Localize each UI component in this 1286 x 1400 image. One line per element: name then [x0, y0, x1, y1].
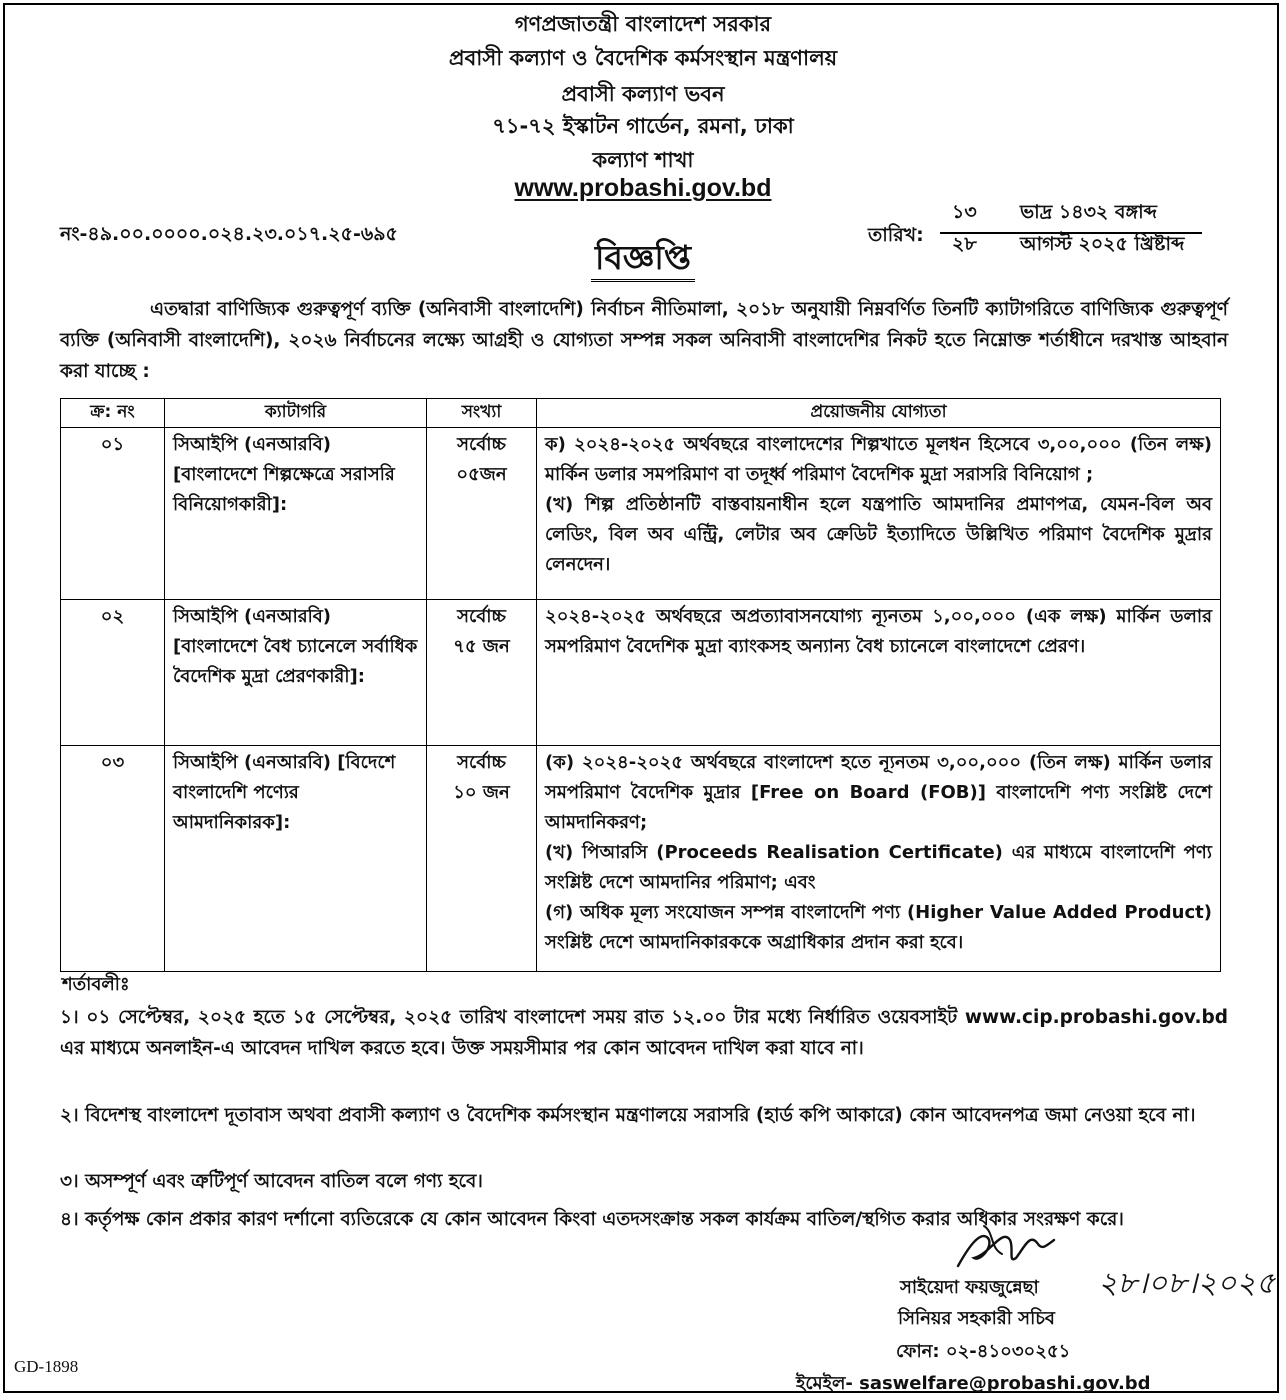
notice-title: বিজ্ঞপ্তি — [0, 232, 1286, 288]
row-qualification — [537, 746, 1221, 972]
bangla-month-year: ভাদ্র ১৪৩২ বঙ্গাব্দ — [1020, 201, 1157, 223]
row-count — [427, 746, 537, 972]
signatory-phone: ফোন: ০২-৪১০৩০২৫১ — [896, 1341, 1071, 1362]
building-name: প্রবাসী কল্যাণ ভবন — [561, 82, 725, 106]
row-count — [427, 428, 537, 600]
qualification-item: ২০২৪-২০২৫ অর্থবছরে অপ্রত্যাবাসনযোগ্য ন্যূনতম ১,০০,০০০ (এক লক্ষ) মার্কিন ডলার সমপরিমাণ বৈদেশিক মুদ্রা ব্যাংকসহ অন্যান্য বৈধ চ্যানেলে বাংলাদেশে প্রেরণ। — [545, 606, 1212, 657]
col-header-category: ক্যাটাগরি — [165, 399, 427, 428]
row-serial: ০৩ — [61, 746, 165, 972]
qualification-table — [60, 398, 1221, 972]
col-header-count: সংখ্যা — [427, 399, 537, 428]
term-item: ৩। অসম্পূর্ণ এবং ত্রুটিপূর্ণ আবেদন বাতিল বলে গণ্য হবে। — [60, 1171, 483, 1192]
table-row — [61, 746, 1221, 972]
table-row — [61, 600, 1221, 746]
table-header-row — [61, 399, 1221, 428]
count-label: সর্বোচ্চ — [457, 752, 506, 773]
count-label: সর্বোচ্চ — [457, 434, 506, 455]
terms-title: শর্তাবলীঃ — [62, 974, 130, 995]
ministry-name: প্রবাসী কল্যাণ ও বৈদেশিক কর্মসংস্থান মন্ত্রণালয় — [448, 46, 838, 70]
col-header-qualification: প্রয়োজনীয় যোগ্যতা — [537, 399, 1221, 428]
row-category: সিআইপি (এনআরবি) [বাংলাদেশে বৈধ চ্যানেলে সর্বাধিক বৈদেশিক মুদ্রা প্রেরণকারী]: — [165, 600, 427, 746]
signatory-designation: সিনিয়র সহকারী সচিব — [898, 1308, 1055, 1329]
qualification-item: (খ) পিআরসি (Proceeds Realisation Certificate) এর মাধ্যমে বাংলাদেশি পণ্য সংশ্লিষ্ট দেশে আমদানির পরিমাণ; এবং — [545, 842, 1212, 893]
signature-date: ২৮।০৮।২০২৫ — [1098, 1266, 1276, 1301]
intro-paragraph: এতদ্বারা বাণিজ্যিক গুরুত্বপূর্ণ ব্যক্তি (অনিবাসী বাংলাদেশি) নির্বাচন নীতিমালা, ২০১৮ অনুযায়ী নিম্নবর্ণিত তিনটি ক্যাটাগরিতে বাণিজ্যিক গুরুত্বপূর্ণ ব্যক্তি (অনিবাসী বাংলাদেশি), ২০২৬ নির্বাচনের লক্ষ্যে আগ্রহী ও যোগ্যতা সম্পন্ন সকল অনিবাসী বাংলাদেশির নিকট হতে নিম্নোক্ত শর্তাধীনে দরখাস্ত আহবান করা যাচ্ছে : — [60, 299, 1228, 382]
count-value: ১০ জন — [453, 782, 510, 803]
signatory-email: ইমেইল- saswelfare@probashi.gov.bd — [796, 1373, 1151, 1394]
row-serial: ০২ — [61, 600, 165, 746]
govt-name: গণপ্রজাতন্ত্রী বাংলাদেশ সরকার — [514, 12, 772, 36]
qualification-item: (গ) অধিক মূল্য সংযোজন সম্পন্ন বাংলাদেশি পণ্য (Higher Value Added Product) সংশ্লিষ্ট দেশে আমদানিকারককে অগ্রাধিকার প্রদান করা হবে। — [545, 902, 1212, 953]
row-qualification — [537, 428, 1221, 600]
count-value: ০৫জন — [456, 464, 507, 485]
row-category: সিআইপি (এনআরবি) [বিদেশে বাংলাদেশি পণ্যের আমদানিকারক]: — [165, 746, 427, 972]
memo-number: নং-৪৯.০০.০০০০.০২৪.২৩.০১৭.২৫-৬৯৫ — [60, 223, 398, 245]
bangla-day: ১৩ — [952, 201, 977, 223]
signatory-name: সাইয়েদা ফয়জুন্নেছা — [900, 1277, 1039, 1298]
branch-name: কল্যাণ শাখা — [592, 148, 694, 172]
website-link[interactable]: www.probashi.gov.bd — [514, 174, 772, 202]
date-label: তারিখ: — [868, 224, 924, 246]
term-item: ১। ০১ সেপ্টেম্বর, ২০২৫ হতে ১৫ সেপ্টেম্বর, ২০২৫ তারিখ বাংলাদেশ সময় রাত ১২.০০ টার মধ্যে নির্ধারিত ওয়েবসাইট www.cip.probashi.gov.bd এর মাধ্যমে অনলাইন-এ আবেদন দাখিল করতে হবে। উক্ত সময়সীমার পর কোন আবেদন দাখিল করা যাবে না। — [60, 1007, 1228, 1059]
row-count — [427, 600, 537, 746]
row-category: সিআইপি (এনআরবি) [বাংলাদেশে শিল্পক্ষেত্রে সরাসরি বিনিয়োগকারী]: — [165, 428, 427, 600]
row-serial: ০১ — [61, 428, 165, 600]
col-header-serial: ক্র: নং — [61, 399, 165, 428]
qualification-item: ক) ২০২৪-২০২৫ অর্থবছরে বাংলাদেশের শিল্পখাতে মূলধন হিসেবে ৩,০০,০০০ (তিন লক্ষ) মার্কিন ডলার সমপরিমাণ বা তদূর্ধ্ব পরিমাণ বৈদেশিক মুদ্রা সরাসরি বিনিয়োগ ; — [545, 434, 1212, 485]
qualification-item: (ক) ২০২৪-২০২৫ অর্থবছরে বাংলাদেশ হতে ন্যূনতম ৩,০০,০০০ (তিন লক্ষ) মার্কিন ডলার সমপরিমাণ বৈদেশিক মুদ্রার [Free on Board (FOB)] বাংলাদেশি পণ্য সংশ্লিষ্ট দেশে আমদানিকরণ; — [545, 752, 1212, 833]
office-address: ৭১-৭২ ইস্কাটন গার্ডেন, রমনা, ঢাকা — [492, 114, 794, 138]
qualification-item: (খ) শিল্প প্রতিষ্ঠানটি বাস্তবায়নাধীন হলে যন্ত্রপাতি আমদানির প্রমাণপত্র, যেমন-বিল অব লেডিং, বিল অব এন্ট্রি, লেটার অব ক্রেডিট ইত্যাদিতে উল্লিখিত পরিমাণ বৈদেশিক মুদ্রার লেনদেন। — [545, 494, 1212, 575]
table-row — [61, 428, 1221, 600]
count-value: ৭৫ জন — [453, 636, 510, 657]
term-item: ৪। কর্তৃপক্ষ কোন প্রকার কারণ দর্শানো ব্যতিরেকে যে কোন আবেদন কিংবা এতদসংক্রান্ত সকল কার্যক্রম বাতিল/স্থগিত করার অধিকার সংরক্ষণ করে। — [60, 1209, 1124, 1230]
english-month-year: আগস্ট ২০২৫ খ্রিষ্টাব্দ — [1020, 233, 1185, 255]
count-label: সর্বোচ্চ — [457, 606, 506, 627]
row-qualification — [537, 600, 1221, 746]
english-day: ২৮ — [952, 233, 977, 255]
handwritten-signature — [950, 1218, 1060, 1278]
term-item: ২। বিদেশস্থ বাংলাদেশ দূতাবাস অথবা প্রবাসী কল্যাণ ও বৈদেশিক কর্মসংস্থান মন্ত্রণালয়ে সরাসরি (হার্ড কপি আকারে) কোন আবেদনপত্র জমা নেওয়া হবে না। — [60, 1105, 1196, 1126]
bangla-date — [940, 198, 1202, 234]
footer-code: GD-1898 — [14, 1357, 79, 1376]
